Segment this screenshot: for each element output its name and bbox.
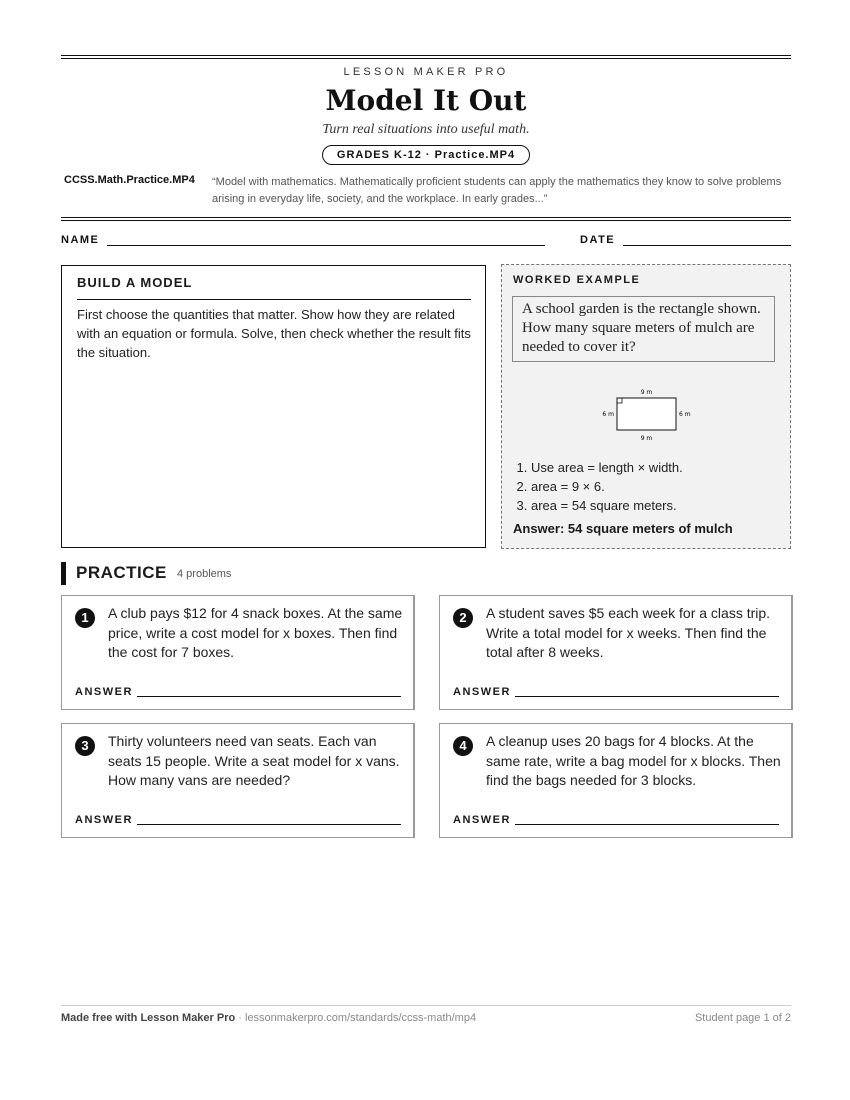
build-model-heading: BUILD A MODEL bbox=[77, 275, 193, 290]
brand-name: LESSON MAKER PRO bbox=[343, 66, 509, 78]
answer-line[interactable] bbox=[515, 696, 779, 697]
worked-example-answer: Answer: 54 square meters of mulch bbox=[513, 521, 733, 536]
problem-text: Thirty volunteers need van seats. Each van seats 15 people. Write a seat model for x vans. How many vans are needed? bbox=[108, 733, 400, 788]
date-field[interactable] bbox=[623, 245, 791, 246]
standard-code: CCSS.Math.Practice.MP4 bbox=[64, 174, 195, 186]
worksheet-page bbox=[61, 0, 791, 1100]
dimension-right-label: 6 m bbox=[679, 411, 691, 418]
problem-text: A cleanup uses 20 bags for 4 blocks. At the same rate, write a bag model for x blocks. Then find the bags needed for 3 blocks. bbox=[486, 733, 781, 788]
footer-rule bbox=[61, 1005, 791, 1006]
answer-line[interactable] bbox=[137, 696, 401, 697]
date-label: DATE bbox=[580, 234, 616, 246]
footer-credit bbox=[61, 1012, 476, 1024]
problem-card-3 bbox=[61, 723, 415, 838]
page-subtitle: Turn real situations into useful math. bbox=[322, 122, 530, 137]
answer-label: ANSWER bbox=[453, 814, 511, 826]
build-model-body: First choose the quantities that matter. Show how they are related with an equation or formula. Solve, then check whether the result fits the situation. bbox=[77, 307, 471, 360]
problem-card-2 bbox=[439, 595, 793, 710]
worked-step: 3. area = 54 square meters. bbox=[531, 496, 683, 515]
answer-label: ANSWER bbox=[453, 686, 511, 698]
problem-text: A club pays $12 for 4 snack boxes. At the same price, write a cost model for x boxes. Then find the cost for 7 boxes. bbox=[108, 605, 403, 660]
worked-step: 2. area = 9 × 6. bbox=[531, 477, 683, 496]
footer-url: · lessonmakerpro.com/standards/ccss-math/mp4 bbox=[235, 1012, 477, 1024]
worked-example-box bbox=[501, 264, 791, 549]
header-divider bbox=[61, 217, 791, 218]
grade-badge-wrap bbox=[61, 145, 791, 165]
footer-page-number: Student page 1 of 2 bbox=[694, 1012, 791, 1024]
answer-label: ANSWER bbox=[75, 686, 133, 698]
garden-rectangle bbox=[617, 398, 676, 430]
answer-label: ANSWER bbox=[75, 814, 133, 826]
practice-heading: PRACTICE bbox=[76, 563, 167, 582]
answer-line[interactable] bbox=[515, 824, 779, 825]
problem-number: 1 bbox=[75, 608, 95, 628]
worked-example-label: WORKED EXAMPLE bbox=[513, 274, 641, 286]
practice-accent-bar bbox=[61, 562, 66, 585]
problem-number: 2 bbox=[453, 608, 473, 628]
grade-badge: GRADES K-12 · Practice.MP4 bbox=[322, 145, 530, 165]
name-label: NAME bbox=[61, 234, 100, 246]
standard-text: “Model with mathematics. Mathematically proficient students can apply the mathematics they know to solve problems arising in everyday life, society, and the workplace. In early grades...” bbox=[212, 176, 782, 205]
garden-rectangle-diagram bbox=[598, 383, 698, 445]
dimension-top-label: 9 m bbox=[640, 389, 653, 396]
worked-step: 1. Use area = length × width. bbox=[531, 458, 683, 477]
problem-number: 3 bbox=[75, 736, 95, 756]
name-field[interactable] bbox=[107, 245, 545, 246]
answer-line[interactable] bbox=[137, 824, 401, 825]
problem-card-1 bbox=[61, 595, 415, 710]
top-rule bbox=[61, 55, 791, 56]
practice-count: 4 problems bbox=[177, 568, 232, 580]
problem-card-4 bbox=[439, 723, 793, 838]
problem-text: A student saves $5 each week for a class trip. Write a total model for x weeks. Then find the total after 8 weeks. bbox=[486, 605, 771, 660]
dimension-left-label: 6 m bbox=[602, 411, 614, 418]
dimension-bottom-label: 9 m bbox=[640, 435, 653, 442]
build-model-underline bbox=[77, 299, 471, 300]
footer-made-with: Made free with Lesson Maker Pro bbox=[61, 1012, 236, 1024]
worked-example-prompt: A school garden is the rectangle shown. How many square meters of mulch are needed to cover it? bbox=[512, 296, 775, 362]
problem-number: 4 bbox=[453, 736, 473, 756]
build-model-box bbox=[61, 265, 486, 548]
page-title: Model It Out bbox=[325, 84, 527, 117]
worked-example-steps bbox=[513, 458, 683, 515]
